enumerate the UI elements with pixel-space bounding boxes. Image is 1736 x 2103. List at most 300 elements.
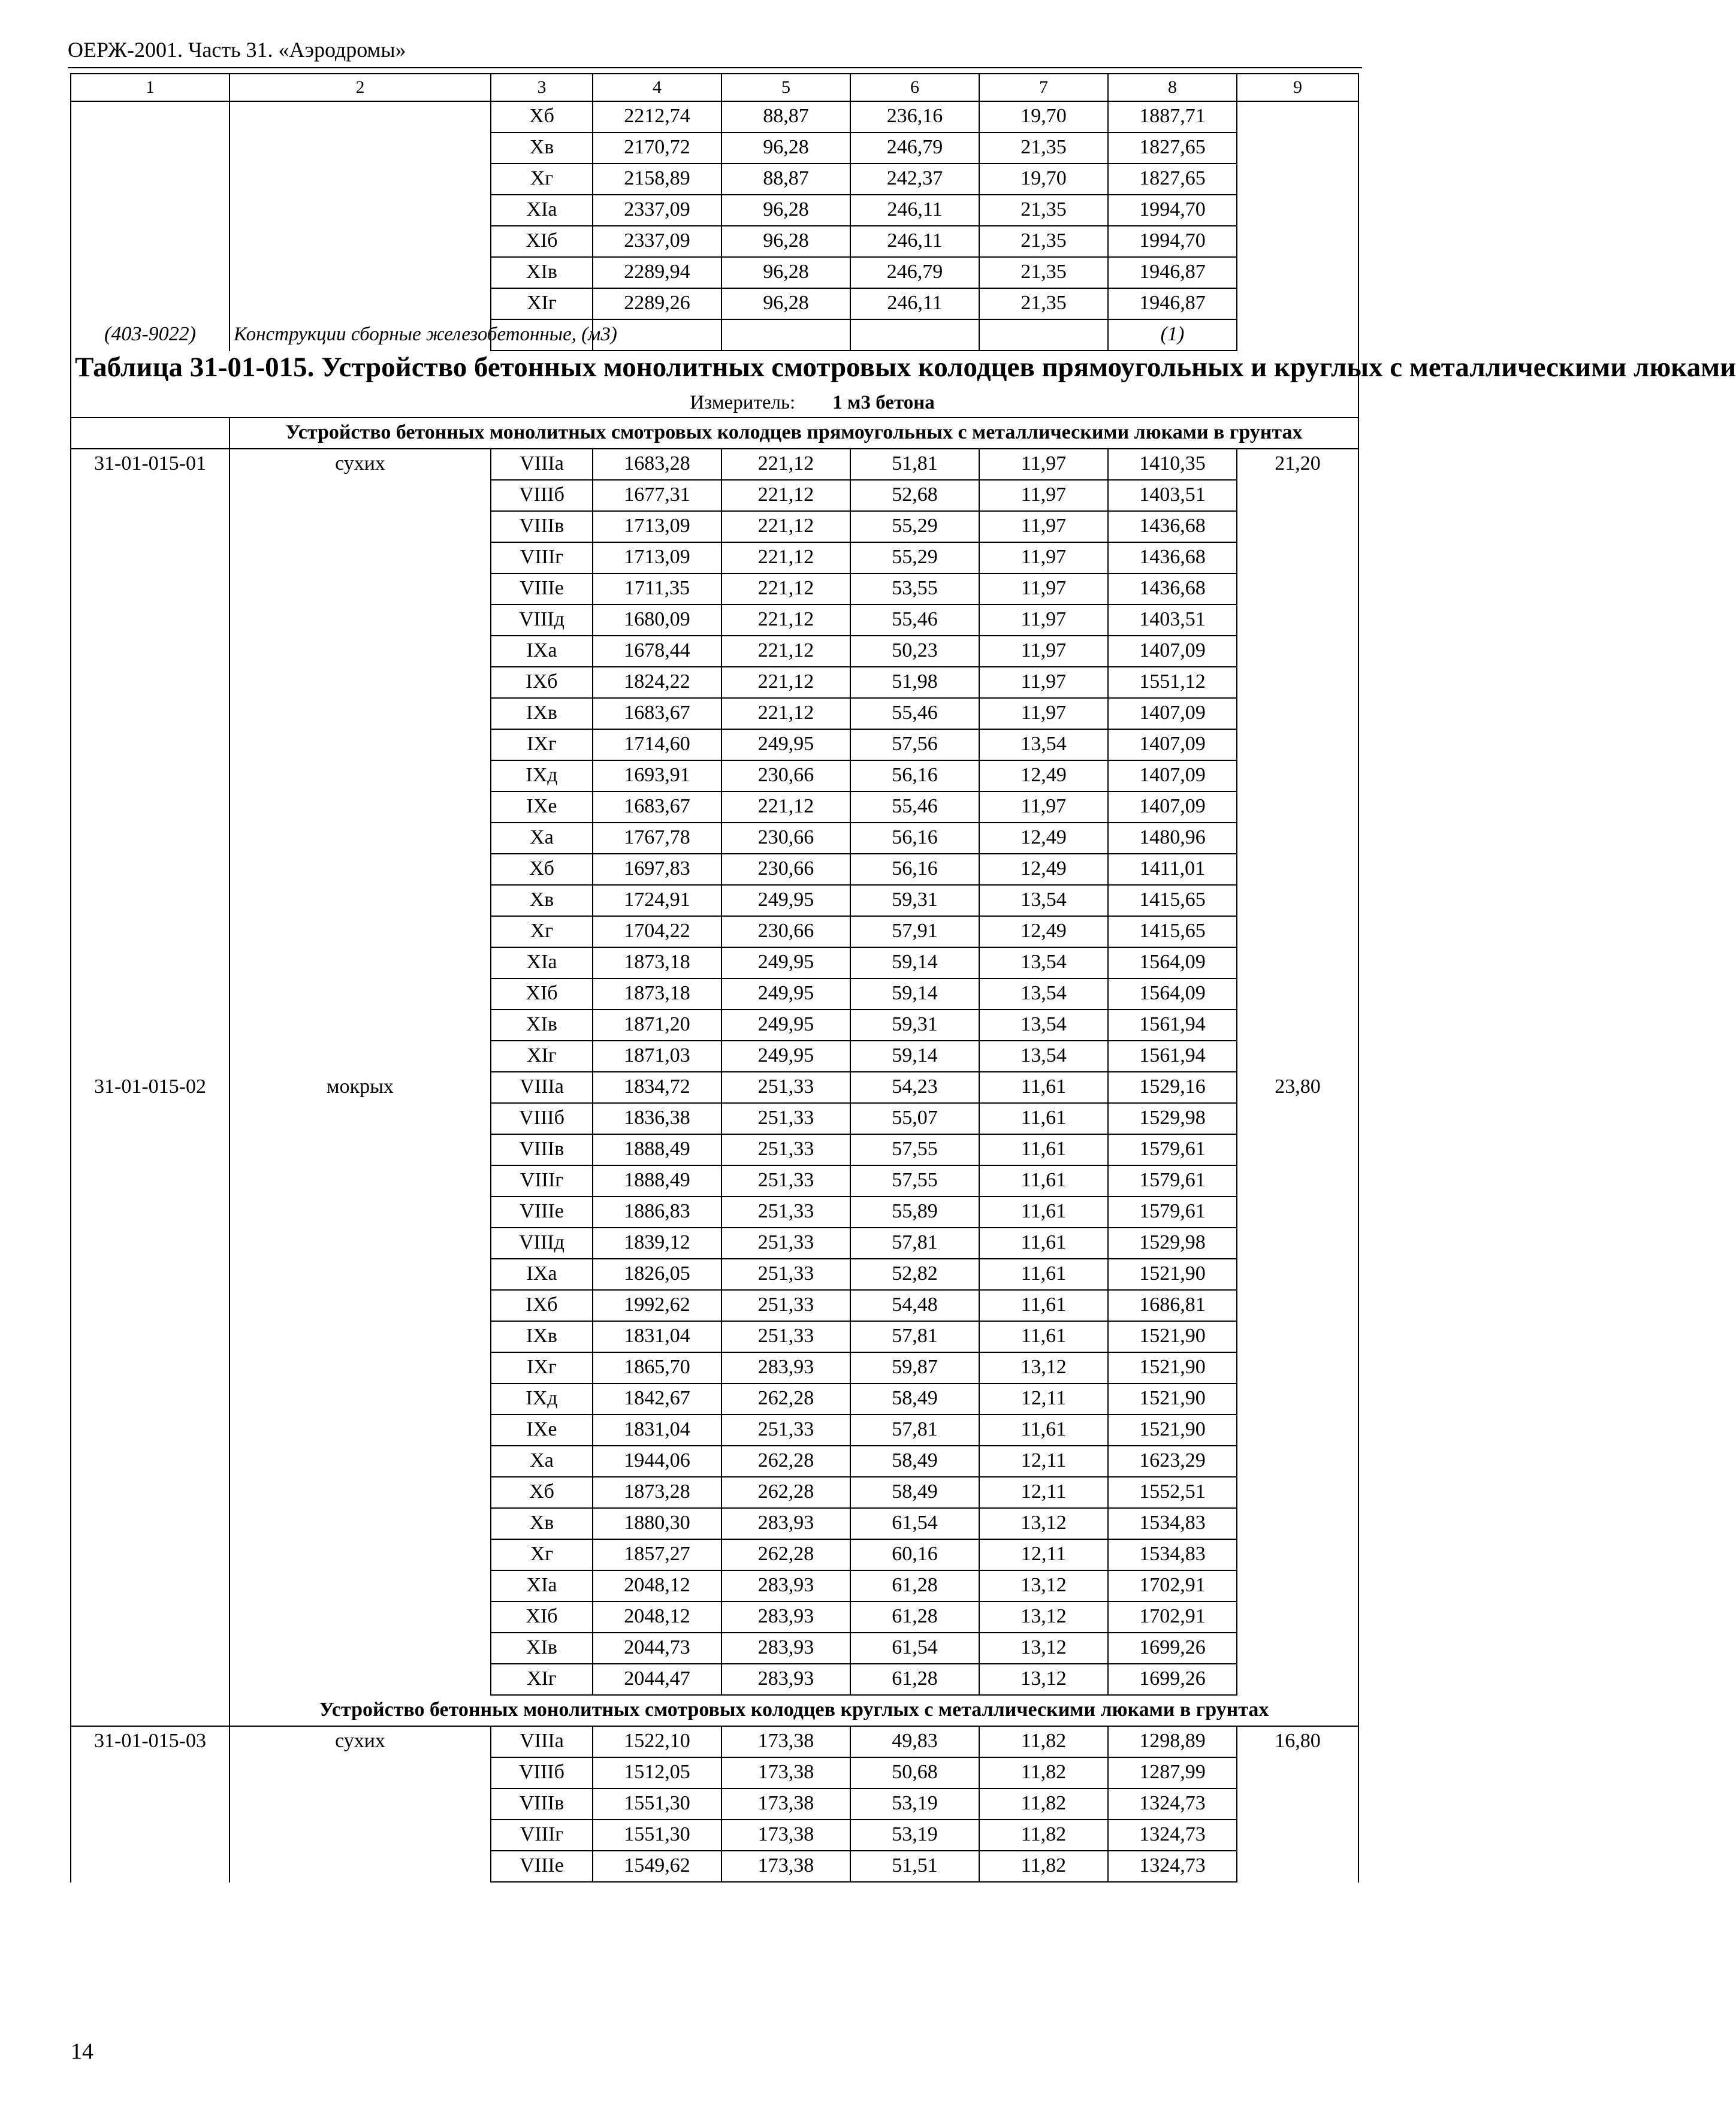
value-cell: 12,11	[979, 1383, 1108, 1415]
value-cell: 61,28	[850, 1570, 979, 1602]
value-cell: 1623,29	[1108, 1446, 1237, 1477]
code-cell	[71, 164, 230, 195]
value-cell: 262,28	[721, 1539, 850, 1570]
table-row	[71, 101, 1358, 132]
value-cell: 251,33	[721, 1259, 850, 1290]
value-cell: 246,11	[850, 226, 979, 257]
value-cell: 1324,73	[1108, 1851, 1237, 1882]
value-cell: 173,38	[721, 1757, 850, 1788]
value-cell: 59,14	[850, 947, 979, 978]
norm-name	[230, 854, 491, 885]
value-cell: 61,28	[850, 1602, 979, 1633]
value-cell: IXд	[491, 1383, 593, 1415]
value-cell: VIIIе	[491, 1196, 593, 1228]
value-cell: 221,12	[721, 605, 850, 636]
value-cell: 1686,81	[1108, 1290, 1237, 1321]
value-cell: 1579,61	[1108, 1134, 1237, 1165]
norm-code	[71, 1196, 230, 1228]
value-cell: VIIIг	[491, 1820, 593, 1851]
value-cell: 283,93	[721, 1508, 850, 1539]
norm-name	[230, 947, 491, 978]
value-cell: Xв	[491, 1508, 593, 1539]
norm-code	[71, 916, 230, 947]
value-cell: 1704,22	[593, 916, 721, 947]
value-cell: 221,12	[721, 542, 850, 573]
value-cell: 283,93	[721, 1602, 850, 1633]
col9-cell	[1237, 885, 1358, 916]
value-cell: 1324,73	[1108, 1820, 1237, 1851]
value-cell: 13,12	[979, 1352, 1108, 1383]
norm-code	[71, 823, 230, 854]
subheading-spacer	[71, 418, 230, 449]
norm-code	[71, 511, 230, 542]
value-cell: 13,12	[979, 1664, 1108, 1695]
col9-cell	[1237, 1508, 1358, 1539]
value-cell: VIIIг	[491, 542, 593, 573]
table-row	[71, 1446, 1358, 1477]
norm-name	[230, 1539, 491, 1570]
name-cell	[230, 132, 491, 164]
value-cell: 50,23	[850, 636, 979, 667]
value-cell: VIIIа	[491, 449, 593, 480]
col9-cell	[1237, 480, 1358, 511]
value-cell: 1521,90	[1108, 1415, 1237, 1446]
table-row	[71, 729, 1358, 760]
table-row	[71, 226, 1358, 257]
table-row	[71, 511, 1358, 542]
table-row	[71, 1259, 1358, 1290]
table-row	[71, 1851, 1358, 1882]
norm-code	[71, 1010, 230, 1041]
value-cell: 57,55	[850, 1134, 979, 1165]
value-cell: 1579,61	[1108, 1196, 1237, 1228]
value-cell: 221,12	[721, 636, 850, 667]
value-cell: 1436,68	[1108, 573, 1237, 605]
value-cell: 96,28	[721, 288, 850, 319]
table-title: Таблица 31-01-015. Устройство бетонных монолитных смотровых колодцев прямоугольных и круглых с металлическими люками	[75, 352, 1736, 383]
value-cell: 21,35	[979, 226, 1108, 257]
norm-code	[71, 1165, 230, 1196]
value-cell: 55,46	[850, 698, 979, 729]
norm-name	[230, 1820, 491, 1851]
value-cell: 1521,90	[1108, 1259, 1237, 1290]
norm-code	[71, 573, 230, 605]
col9-cell	[1237, 947, 1358, 978]
value-cell: 59,14	[850, 978, 979, 1010]
value-cell: 51,51	[850, 1851, 979, 1882]
value-cell: VIIIе	[491, 573, 593, 605]
norm-code	[71, 1103, 230, 1134]
norm-code	[71, 1633, 230, 1664]
norm-code	[71, 1477, 230, 1508]
value-cell: 13,54	[979, 1010, 1108, 1041]
value-cell: 1683,67	[593, 791, 721, 823]
value-cell: 58,49	[850, 1383, 979, 1415]
value-cell: 55,46	[850, 791, 979, 823]
value-cell: 2337,09	[593, 195, 721, 226]
norm-name	[230, 916, 491, 947]
norm-code	[71, 1757, 230, 1788]
value-cell: IXв	[491, 698, 593, 729]
value-cell: 13,54	[979, 885, 1108, 916]
value-cell: 1702,91	[1108, 1570, 1237, 1602]
value-cell: 246,79	[850, 132, 979, 164]
value-cell: 1436,68	[1108, 542, 1237, 573]
table-row	[71, 605, 1358, 636]
value-cell: XIа	[491, 195, 593, 226]
value-cell: 50,68	[850, 1757, 979, 1788]
value-cell: 56,16	[850, 854, 979, 885]
table-row	[71, 1788, 1358, 1820]
norm-code	[71, 1664, 230, 1695]
value-cell: 1579,61	[1108, 1165, 1237, 1196]
value-cell: 88,87	[721, 164, 850, 195]
table-row	[71, 1726, 1358, 1757]
value-cell: 221,12	[721, 511, 850, 542]
norm-code	[71, 667, 230, 698]
norm-name: мокрых	[230, 1072, 491, 1103]
code-cell	[71, 257, 230, 288]
table-row	[71, 573, 1358, 605]
col9-cell	[1237, 1165, 1358, 1196]
value-cell: 251,33	[721, 1165, 850, 1196]
norm-code	[71, 1134, 230, 1165]
value-cell: 1699,26	[1108, 1633, 1237, 1664]
value-cell: 1529,16	[1108, 1072, 1237, 1103]
col9-cell	[1237, 1383, 1358, 1415]
norm-name	[230, 1446, 491, 1477]
norm-name	[230, 1788, 491, 1820]
value-cell: 1946,87	[1108, 288, 1237, 319]
col9-cell	[1237, 1664, 1358, 1695]
value-cell: 1411,01	[1108, 854, 1237, 885]
value-cell: 173,38	[721, 1851, 850, 1882]
value-cell: 11,61	[979, 1072, 1108, 1103]
value-cell: IXг	[491, 729, 593, 760]
value-cell: 1680,09	[593, 605, 721, 636]
norm-name	[230, 1010, 491, 1041]
value-cell: 1842,67	[593, 1383, 721, 1415]
col9-cell	[1237, 791, 1358, 823]
value-cell: 57,81	[850, 1321, 979, 1352]
value-cell: VIIIе	[491, 1851, 593, 1882]
value-cell: 221,12	[721, 791, 850, 823]
table-row	[71, 1820, 1358, 1851]
col9-cell	[1237, 1820, 1358, 1851]
measurer-label: Измеритель:	[690, 392, 796, 413]
value-cell: XIг	[491, 1664, 593, 1695]
value-cell: 230,66	[721, 916, 850, 947]
value-cell: 1415,65	[1108, 916, 1237, 947]
value-cell: 1407,09	[1108, 729, 1237, 760]
norm-code	[71, 1041, 230, 1072]
value-cell: 11,61	[979, 1165, 1108, 1196]
norm-code	[71, 605, 230, 636]
value-cell: 1873,18	[593, 978, 721, 1010]
page-number: 14	[71, 2039, 93, 2064]
value-cell: 55,07	[850, 1103, 979, 1134]
value-cell: 21,35	[979, 132, 1108, 164]
value-cell: 11,61	[979, 1290, 1108, 1321]
value-cell: 173,38	[721, 1820, 850, 1851]
value-cell: 246,11	[850, 195, 979, 226]
norm-name	[230, 1259, 491, 1290]
value-cell: 251,33	[721, 1415, 850, 1446]
table-row	[71, 916, 1358, 947]
col9-cell	[1237, 760, 1358, 791]
value-cell: 57,56	[850, 729, 979, 760]
value-cell: 1512,05	[593, 1757, 721, 1788]
value-cell: 61,54	[850, 1633, 979, 1664]
norm-name	[230, 1570, 491, 1602]
value-cell: 1836,38	[593, 1103, 721, 1134]
value-cell: 11,82	[979, 1788, 1108, 1820]
value-cell: Xа	[491, 1446, 593, 1477]
value-cell: 1871,03	[593, 1041, 721, 1072]
value-cell: 1415,65	[1108, 885, 1237, 916]
value-cell: 1887,71	[1108, 101, 1237, 132]
value-cell: 12,49	[979, 760, 1108, 791]
value-cell: 1702,91	[1108, 1602, 1237, 1633]
table-row	[71, 1010, 1358, 1041]
value-cell: 1888,49	[593, 1134, 721, 1165]
code-cell	[71, 195, 230, 226]
value-cell: 55,29	[850, 542, 979, 573]
value-cell	[850, 319, 979, 350]
name-cell	[230, 195, 491, 226]
value-cell: 1683,28	[593, 449, 721, 480]
value-cell: 1407,09	[1108, 636, 1237, 667]
table-row	[71, 1228, 1358, 1259]
col9-cell	[1237, 101, 1358, 132]
value-cell: 221,12	[721, 667, 850, 698]
value-cell: 11,97	[979, 605, 1108, 636]
col9-cell	[1237, 636, 1358, 667]
col9-cell	[1237, 1196, 1358, 1228]
value-cell: 1534,83	[1108, 1539, 1237, 1570]
column-number: 1	[71, 74, 230, 101]
value-cell: 221,12	[721, 573, 850, 605]
col9-cell	[1237, 573, 1358, 605]
table-row	[71, 1352, 1358, 1383]
norm-name	[230, 729, 491, 760]
value-cell: 52,82	[850, 1259, 979, 1290]
value-cell: Xг	[491, 1539, 593, 1570]
value-cell: XIв	[491, 1633, 593, 1664]
value-cell: 11,61	[979, 1134, 1108, 1165]
norm-name	[230, 791, 491, 823]
value-cell: 11,61	[979, 1196, 1108, 1228]
value-cell: VIIIг	[491, 1165, 593, 1196]
value-cell: 1522,10	[593, 1726, 721, 1757]
value-cell: 2044,73	[593, 1633, 721, 1664]
column-number: 4	[593, 74, 721, 101]
value-cell: IXд	[491, 760, 593, 791]
col9-cell	[1237, 542, 1358, 573]
norm-code	[71, 1383, 230, 1415]
table-row	[71, 1415, 1358, 1446]
norm-name	[230, 1633, 491, 1664]
value-cell: 1521,90	[1108, 1352, 1237, 1383]
value-cell: 12,11	[979, 1539, 1108, 1570]
value-cell: Xг	[491, 916, 593, 947]
value-cell: 1561,94	[1108, 1041, 1237, 1072]
norm-name	[230, 1321, 491, 1352]
norm-code: 31-01-015-03	[71, 1726, 230, 1757]
norm-code	[71, 978, 230, 1010]
value-cell: 54,23	[850, 1072, 979, 1103]
value-cell: 1529,98	[1108, 1103, 1237, 1134]
value-cell	[979, 319, 1108, 350]
norm-code	[71, 1539, 230, 1570]
value-cell: 88,87	[721, 101, 850, 132]
value-cell: 230,66	[721, 823, 850, 854]
col9-cell	[1237, 1352, 1358, 1383]
table-row	[71, 667, 1358, 698]
table-row	[71, 1041, 1358, 1072]
value-cell: 11,61	[979, 1228, 1108, 1259]
column-number: 5	[721, 74, 850, 101]
value-cell: 2337,09	[593, 226, 721, 257]
norm-code	[71, 1290, 230, 1321]
value-cell: Xг	[491, 164, 593, 195]
norm-code	[71, 698, 230, 729]
norm-code	[71, 760, 230, 791]
value-cell: 1992,62	[593, 1290, 721, 1321]
subheading-row	[71, 418, 1358, 449]
table-row	[71, 1383, 1358, 1415]
value-cell: IXб	[491, 667, 593, 698]
col9-cell	[1237, 1321, 1358, 1352]
table-row	[71, 257, 1358, 288]
resource-row	[71, 319, 1358, 350]
value-cell: 57,81	[850, 1415, 979, 1446]
value-cell: 1407,09	[1108, 791, 1237, 823]
value-cell: 11,61	[979, 1103, 1108, 1134]
table-row	[71, 1477, 1358, 1508]
norm-name	[230, 760, 491, 791]
col9-cell	[1237, 1851, 1358, 1882]
value-cell: 1831,04	[593, 1415, 721, 1446]
value-cell: XIв	[491, 1010, 593, 1041]
value-cell: 1564,09	[1108, 947, 1237, 978]
value-cell: 51,98	[850, 667, 979, 698]
value-cell: Xб	[491, 101, 593, 132]
value-cell: 1298,89	[1108, 1726, 1237, 1757]
col9-cell	[1237, 1446, 1358, 1477]
value-cell: 1873,18	[593, 947, 721, 978]
table-row	[71, 1664, 1358, 1695]
column-number: 8	[1108, 74, 1237, 101]
value-cell: 1551,30	[593, 1788, 721, 1820]
value-cell: 1827,65	[1108, 132, 1237, 164]
value-cell: 1403,51	[1108, 605, 1237, 636]
measurer-value: 1 м3 бетона	[832, 392, 935, 413]
table-row	[71, 885, 1358, 916]
value-cell: 19,70	[979, 101, 1108, 132]
value-cell: 2048,12	[593, 1602, 721, 1633]
col9-cell	[1237, 319, 1358, 350]
resource-code: (403-9022)	[71, 319, 230, 350]
value-cell: 1711,35	[593, 573, 721, 605]
value-cell: 2289,94	[593, 257, 721, 288]
table-row	[71, 132, 1358, 164]
value-cell: 13,54	[979, 947, 1108, 978]
value-cell: 2170,72	[593, 132, 721, 164]
table-row	[71, 978, 1358, 1010]
value-cell: 1724,91	[593, 885, 721, 916]
col9-cell	[1237, 1788, 1358, 1820]
value-cell: 230,66	[721, 854, 850, 885]
value-cell: 283,93	[721, 1570, 850, 1602]
value-cell: 1699,26	[1108, 1664, 1237, 1695]
code-cell	[71, 288, 230, 319]
table-row	[71, 1103, 1358, 1134]
value-cell: 246,79	[850, 257, 979, 288]
value-cell: 173,38	[721, 1788, 850, 1820]
norm-name	[230, 1228, 491, 1259]
value-cell: 12,11	[979, 1446, 1108, 1477]
norm-code	[71, 729, 230, 760]
value-cell: 13,12	[979, 1602, 1108, 1633]
value-cell: 1824,22	[593, 667, 721, 698]
value-cell: Xа	[491, 823, 593, 854]
value-cell: VIIIб	[491, 1103, 593, 1134]
section-subheading: Устройство бетонных монолитных смотровых колодцев прямоугольных с металлическими люками в грунтах	[230, 418, 1358, 449]
value-cell: 55,29	[850, 511, 979, 542]
norm-code	[71, 1602, 230, 1633]
norms-table-body	[71, 74, 1736, 1882]
value-cell: 53,19	[850, 1788, 979, 1820]
value-cell: 236,16	[850, 101, 979, 132]
value-cell: IXа	[491, 1259, 593, 1290]
table-row	[71, 1321, 1358, 1352]
norm-name	[230, 1757, 491, 1788]
column-number: 7	[979, 74, 1108, 101]
value-cell: 1994,70	[1108, 195, 1237, 226]
col9-cell	[1237, 729, 1358, 760]
table-row	[71, 164, 1358, 195]
value-cell: 61,54	[850, 1508, 979, 1539]
value-cell	[721, 319, 850, 350]
value-cell: 13,54	[979, 978, 1108, 1010]
norm-code	[71, 1851, 230, 1882]
col9-cell	[1237, 1041, 1358, 1072]
norm-code: 31-01-015-02	[71, 1072, 230, 1103]
value-cell: VIIIв	[491, 1788, 593, 1820]
value-cell: 11,82	[979, 1757, 1108, 1788]
value-cell: 246,11	[850, 288, 979, 319]
value-cell: 2289,26	[593, 288, 721, 319]
value-cell: 1827,65	[1108, 164, 1237, 195]
norm-name	[230, 1290, 491, 1321]
value-cell: 283,93	[721, 1664, 850, 1695]
norm-code	[71, 885, 230, 916]
col9-cell	[1237, 823, 1358, 854]
value-cell: 1865,70	[593, 1352, 721, 1383]
norm-code	[71, 480, 230, 511]
value-cell: XIб	[491, 978, 593, 1010]
value-cell: Xв	[491, 885, 593, 916]
norm-code	[71, 1228, 230, 1259]
value-cell: 11,97	[979, 573, 1108, 605]
value-cell: 11,82	[979, 1820, 1108, 1851]
value-cell: 19,70	[979, 164, 1108, 195]
value-cell: 249,95	[721, 978, 850, 1010]
norm-name	[230, 667, 491, 698]
code-cell	[71, 226, 230, 257]
value-cell: 56,16	[850, 760, 979, 791]
